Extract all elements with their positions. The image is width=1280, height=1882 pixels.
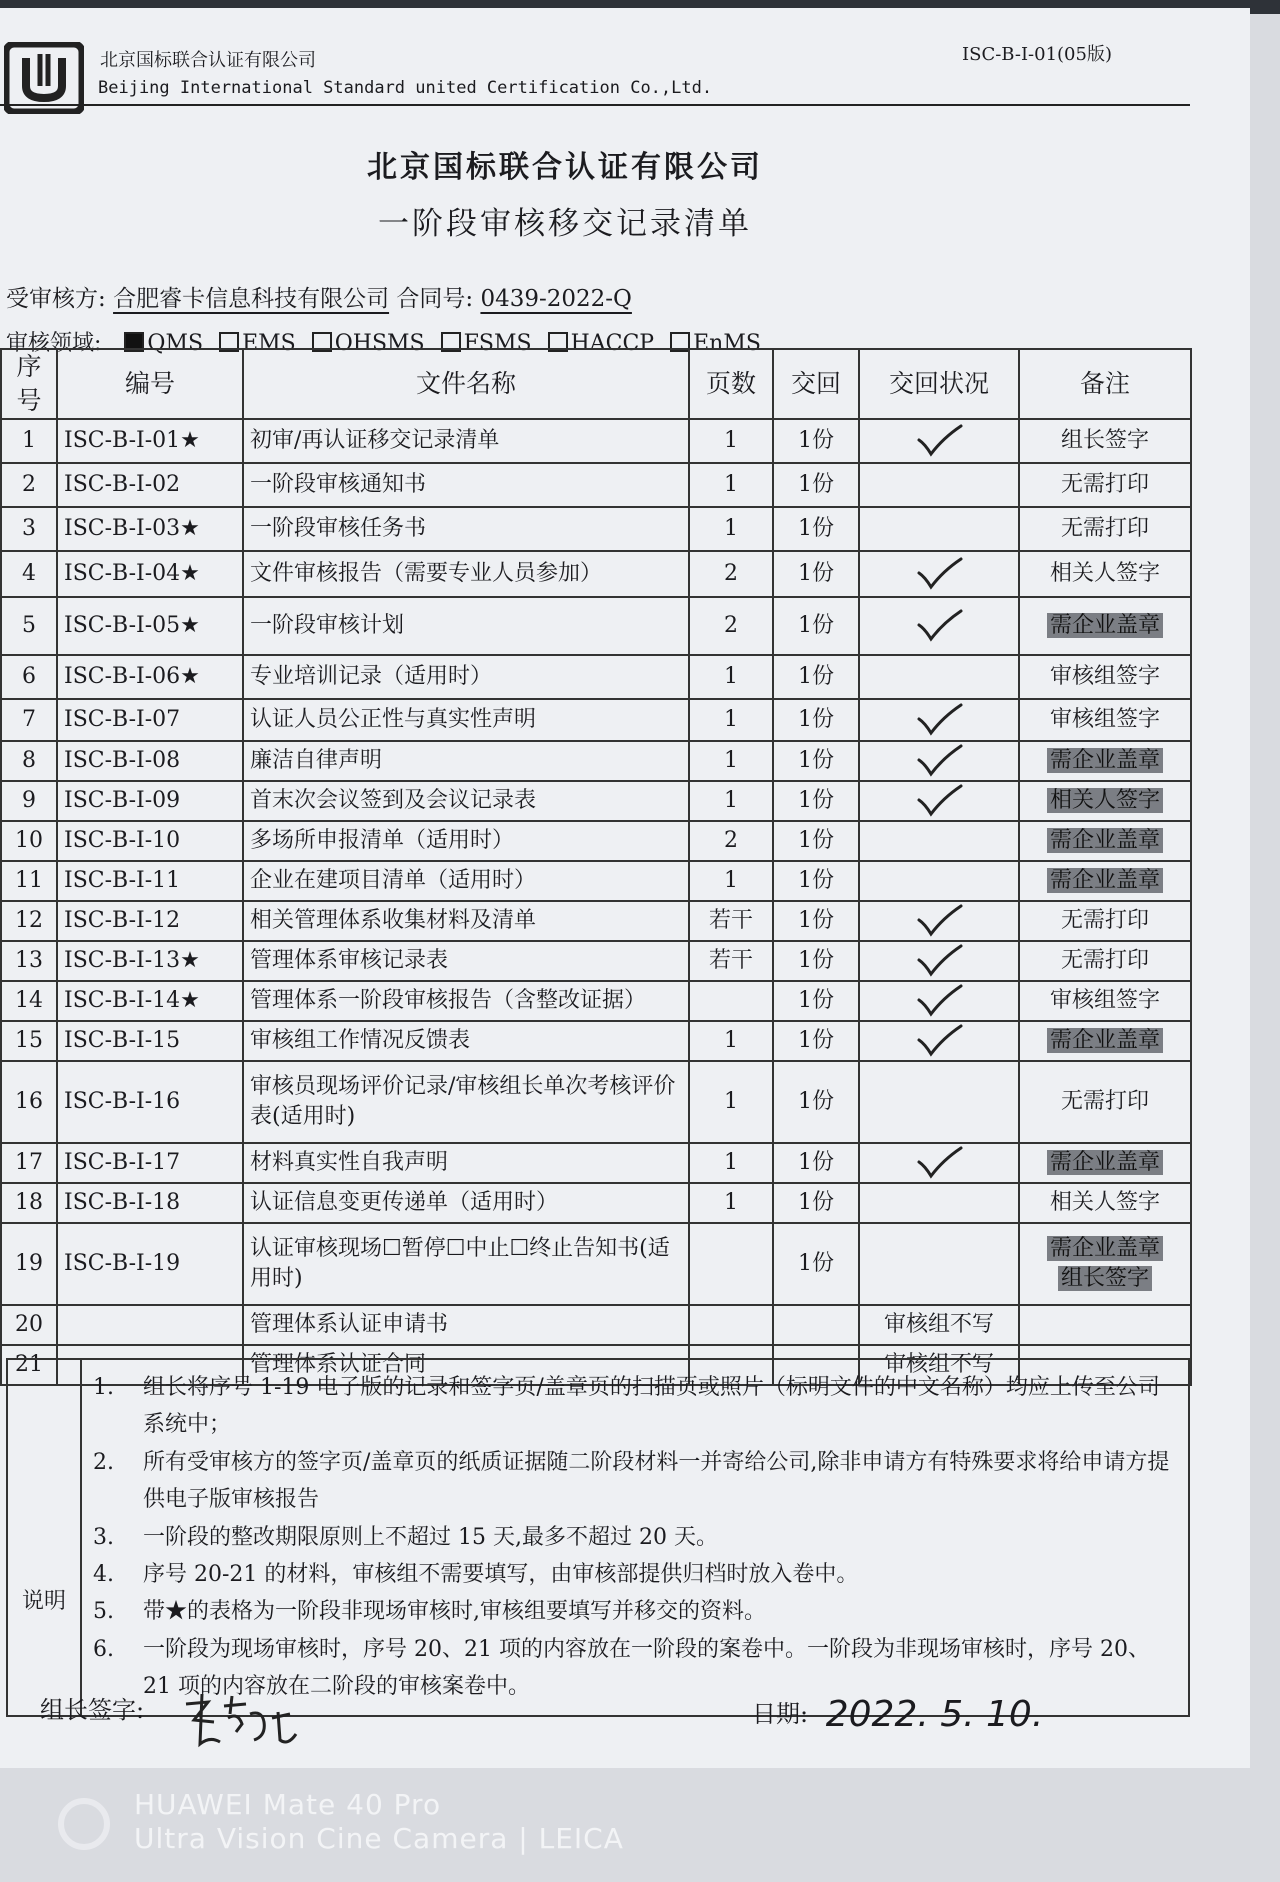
note-item	[93, 1444, 1177, 1519]
row-return-status	[859, 1183, 1019, 1223]
row-remark	[1019, 1305, 1191, 1345]
row-returned	[773, 1305, 859, 1345]
leader-sign-label: 组长签字:	[40, 1696, 145, 1724]
contract-label: 合同号:	[396, 286, 474, 312]
row-pages: 1	[689, 419, 773, 463]
header-remarks: 备注	[1019, 349, 1191, 419]
row-return-status	[859, 463, 1019, 507]
checkmark-icon	[909, 784, 969, 818]
table-header-row	[1, 349, 1191, 419]
row-filename: 审核员现场评价记录/审核组长单次考核评价表(适用时)	[243, 1061, 689, 1143]
notes-table	[6, 1358, 1190, 1717]
row-code: ISC-B-I-07	[57, 699, 243, 741]
row-remark	[1019, 463, 1191, 507]
row-returned: 1份	[773, 1183, 859, 1223]
date-field	[752, 1694, 1043, 1735]
row-seq: 17	[1, 1143, 57, 1183]
row-pages: 1	[689, 463, 773, 507]
remark-text: 无需打印	[1060, 1088, 1149, 1114]
row-filename: 管理体系审核记录表	[243, 941, 689, 981]
row-pages: 1	[689, 861, 773, 901]
remark-text: 相关人签字	[1049, 1189, 1160, 1215]
note-number: 1.	[93, 1375, 114, 1400]
row-returned: 1份	[773, 551, 859, 597]
remark-text: 相关人签字	[1049, 560, 1160, 586]
row-filename: 文件审核报告（需要专业人员参加）	[243, 551, 689, 597]
table-row	[1, 1305, 1191, 1345]
table-row	[1, 781, 1191, 821]
table-row	[1, 419, 1191, 463]
table-row	[1, 1061, 1191, 1143]
remark-text: 需企业盖章	[1047, 1150, 1163, 1175]
row-remark	[1019, 861, 1191, 901]
row-pages: 1	[689, 781, 773, 821]
remark-text: 需企业盖章	[1047, 828, 1163, 853]
row-pages: 2	[689, 551, 773, 597]
row-return-status	[859, 419, 1019, 463]
checkmark-icon	[909, 944, 969, 978]
handwritten-signature	[180, 1684, 300, 1754]
row-code: ISC-B-I-17	[57, 1143, 243, 1183]
row-seq: 3	[1, 507, 57, 551]
row-filename: 专业培训记录（适用时）	[243, 655, 689, 699]
domain-option-label: QMS	[147, 331, 204, 356]
notes-list	[83, 1361, 1187, 1714]
row-seq: 14	[1, 981, 57, 1021]
header-code: 编号	[57, 349, 243, 419]
remark-text: 需企业盖章	[1047, 1236, 1163, 1261]
row-pages: 1	[689, 507, 773, 551]
row-return-status	[859, 781, 1019, 821]
row-seq: 20	[1, 1305, 57, 1345]
row-return-status	[859, 901, 1019, 941]
row-pages: 1	[689, 1183, 773, 1223]
row-filename: 相关管理体系收集材料及清单	[243, 901, 689, 941]
row-pages	[689, 1305, 773, 1345]
table-row	[1, 507, 1191, 551]
row-pages: 1	[689, 699, 773, 741]
row-returned: 1份	[773, 507, 859, 551]
remark-text: 无需打印	[1060, 907, 1149, 933]
checkmark-icon	[909, 557, 969, 591]
checkmark-icon	[909, 904, 969, 938]
note-text: 一阶段的整改期限原则上不超过 15 天,最多不超过 20 天。	[143, 1524, 718, 1550]
remark-text: 审核组签字	[1049, 663, 1160, 689]
remark-text: 审核组签字	[1049, 987, 1160, 1013]
row-code: ISC-B-I-01★	[57, 419, 243, 463]
row-return-status	[859, 507, 1019, 551]
row-remark	[1019, 941, 1191, 981]
header-divider	[0, 104, 1190, 106]
row-return-status	[859, 741, 1019, 781]
date-value: 2022. 5. 10.	[825, 1694, 1044, 1735]
remark-text: 需企业盖章	[1047, 613, 1163, 638]
row-returned: 1份	[773, 1143, 859, 1183]
row-return-status	[859, 699, 1019, 741]
row-code: ISC-B-I-04★	[57, 551, 243, 597]
table-row	[1, 1183, 1191, 1223]
row-returned: 1份	[773, 741, 859, 781]
note-number: 3.	[93, 1524, 114, 1550]
row-code: ISC-B-I-18	[57, 1183, 243, 1223]
note-item	[93, 1519, 1177, 1556]
note-text: 所有受审核方的签字页/盖章页的纸质证据随二阶段材料一并寄给公司,除非申请方有特殊要求将给申请方提供电子版审核报告	[143, 1449, 1170, 1513]
remark-text: 相关人签字	[1047, 788, 1163, 813]
row-return-status	[859, 1305, 1019, 1345]
row-pages: 1	[689, 1143, 773, 1183]
row-filename: 认证信息变更传递单（适用时）	[243, 1183, 689, 1223]
title-company: 北京国标联合认证有限公司	[367, 150, 763, 185]
row-filename: 材料真实性自我声明	[243, 1143, 689, 1183]
row-remark	[1019, 1061, 1191, 1143]
header-returned: 交回	[773, 349, 859, 419]
company-name-cn: 北京国标联合认证有限公司	[100, 50, 316, 71]
row-code: ISC-B-I-10	[57, 821, 243, 861]
row-filename: 企业在建项目清单（适用时）	[243, 861, 689, 901]
row-filename: 一阶段审核通知书	[243, 463, 689, 507]
row-filename: 管理体系一阶段审核报告（含整改证据）	[243, 981, 689, 1021]
domain-option-label: EnMS	[693, 331, 761, 356]
row-seq: 13	[1, 941, 57, 981]
row-remark	[1019, 507, 1191, 551]
row-seq: 18	[1, 1183, 57, 1223]
checkmark-icon	[909, 703, 969, 737]
row-seq: 19	[1, 1223, 57, 1305]
row-returned: 1份	[773, 941, 859, 981]
status-text: 审核组不写	[883, 1311, 994, 1337]
row-returned: 1份	[773, 901, 859, 941]
checkmark-icon	[909, 1024, 969, 1058]
note-number: 4.	[93, 1561, 114, 1587]
auditee-name: 合肥睿卡信息科技有限公司	[113, 286, 390, 312]
row-return-status	[859, 941, 1019, 981]
remark-text: 需企业盖章	[1047, 1028, 1163, 1053]
row-remark	[1019, 699, 1191, 741]
row-code: ISC-B-I-16	[57, 1061, 243, 1143]
remark-text: 审核组签字	[1049, 706, 1160, 732]
watermark-device: HUAWEI Mate 40 Pro	[134, 1788, 442, 1821]
row-pages: 2	[689, 821, 773, 861]
row-pages	[689, 981, 773, 1021]
row-seq: 10	[1, 821, 57, 861]
note-text: 组长将序号 1-19 电子版的记录和签字页/盖章页的扫描页或照片（标明文件的中文名称）均应上传至公司系统中；	[143, 1375, 1160, 1438]
table-row	[1, 1143, 1191, 1183]
row-seq: 8	[1, 741, 57, 781]
note-text: 序号 20-21 的材料，审核组不需要填写，由审核部提供归档时放入卷中。	[143, 1561, 859, 1587]
row-return-status	[859, 551, 1019, 597]
row-code: ISC-B-I-02	[57, 463, 243, 507]
row-pages	[689, 1223, 773, 1305]
row-return-status	[859, 981, 1019, 1021]
table-row	[1, 821, 1191, 861]
row-seq: 9	[1, 781, 57, 821]
row-filename: 多场所申报清单（适用时）	[243, 821, 689, 861]
row-pages: 1	[689, 741, 773, 781]
remark-text: 需企业盖章	[1047, 748, 1163, 773]
row-returned: 1份	[773, 597, 859, 655]
row-returned: 1份	[773, 861, 859, 901]
table-row	[1, 699, 1191, 741]
checkmark-icon	[909, 609, 969, 643]
row-seq: 7	[1, 699, 57, 741]
row-seq: 1	[1, 419, 57, 463]
row-remark	[1019, 741, 1191, 781]
note-text: 带★的表格为一阶段非现场审核时,审核组要填写并移交的资料。	[143, 1599, 766, 1625]
checkmark-icon	[909, 424, 969, 458]
status-text: 审核组不写	[883, 1351, 994, 1377]
page-title: 一阶段审核移交记录清单	[378, 206, 752, 242]
row-filename: 首末次会议签到及会议记录表	[243, 781, 689, 821]
table-row	[1, 463, 1191, 507]
table-row	[1, 1021, 1191, 1061]
company-name-en: Beijing International Standard united Certification Co.,Ltd.	[98, 78, 713, 98]
row-return-status	[859, 1021, 1019, 1061]
row-remark	[1019, 419, 1191, 463]
remark-text: 组长签字	[1060, 427, 1149, 453]
row-remark	[1019, 781, 1191, 821]
row-code: ISC-B-I-15	[57, 1021, 243, 1061]
row-pages: 1	[689, 1061, 773, 1143]
remark-text: 无需打印	[1060, 515, 1149, 541]
checkmark-icon	[909, 984, 969, 1018]
row-code: ISC-B-I-08	[57, 741, 243, 781]
checkmark-icon	[909, 744, 969, 778]
header-pages: 页数	[689, 349, 773, 419]
remark-text: 需企业盖章	[1047, 868, 1163, 893]
row-return-status	[859, 821, 1019, 861]
row-returned: 1份	[773, 981, 859, 1021]
row-filename: 初审/再认证移交记录清单	[243, 419, 689, 463]
note-number: 5.	[93, 1599, 114, 1625]
row-code: ISC-B-I-03★	[57, 507, 243, 551]
checkmark-icon	[909, 1146, 969, 1180]
watermark-camera: Ultra Vision Cine Camera | LEICA	[134, 1822, 624, 1855]
note-item	[93, 1369, 1177, 1444]
row-return-status	[859, 655, 1019, 699]
remark-text: 无需打印	[1060, 471, 1149, 497]
row-seq: 5	[1, 597, 57, 655]
remark-text: 无需打印	[1060, 947, 1149, 973]
row-seq: 6	[1, 655, 57, 699]
note-number: 2.	[93, 1449, 114, 1475]
auditee-label: 受审核方:	[6, 286, 106, 312]
row-filename: 管理体系认证申请书	[243, 1305, 689, 1345]
row-pages: 1	[689, 655, 773, 699]
row-remark	[1019, 821, 1191, 861]
row-pages: 2	[689, 597, 773, 655]
header-seq: 序号	[1, 349, 57, 419]
row-filename: 认证人员公正性与真实性声明	[243, 699, 689, 741]
row-returned: 1份	[773, 1021, 859, 1061]
table-row	[1, 655, 1191, 699]
row-returned: 1份	[773, 463, 859, 507]
row-filename: 审核组工作情况反馈表	[243, 1021, 689, 1061]
header-return-status: 交回状况	[859, 349, 1019, 419]
row-returned: 1份	[773, 821, 859, 861]
note-item	[93, 1556, 1177, 1593]
notes-label: 说明	[7, 1359, 81, 1716]
auditee-line	[6, 280, 632, 313]
row-remark	[1019, 655, 1191, 699]
domain-option-label: FSMS	[463, 331, 532, 356]
row-seq: 11	[1, 861, 57, 901]
row-remark	[1019, 1183, 1191, 1223]
row-return-status	[859, 1061, 1019, 1143]
row-code: ISC-B-I-14★	[57, 981, 243, 1021]
row-returned: 1份	[773, 781, 859, 821]
remark-text-2: 组长签字	[1058, 1266, 1152, 1291]
row-seq: 21	[1, 1345, 57, 1385]
transfer-record-table	[0, 348, 1192, 1386]
note-number: 6.	[93, 1636, 114, 1662]
row-filename: 廉洁自律声明	[243, 741, 689, 781]
row-remark	[1019, 551, 1191, 597]
row-filename: 一阶段审核任务书	[243, 507, 689, 551]
row-filename: 一阶段审核计划	[243, 597, 689, 655]
table-row	[1, 597, 1191, 655]
row-filename: 管理体系认证合同	[243, 1345, 689, 1385]
row-pages: 1	[689, 1021, 773, 1061]
row-code: ISC-B-I-12	[57, 901, 243, 941]
row-remark	[1019, 901, 1191, 941]
row-seq: 12	[1, 901, 57, 941]
table-row	[1, 901, 1191, 941]
row-pages: 若干	[689, 901, 773, 941]
row-code: ISC-B-I-09	[57, 781, 243, 821]
camera-watermark-icon	[58, 1798, 110, 1850]
row-code: ISC-B-I-06★	[57, 655, 243, 699]
audit-domain-label: 审核领域:	[6, 331, 102, 356]
row-returned: 1份	[773, 699, 859, 741]
domain-option-label: EMS	[242, 331, 296, 356]
row-remark	[1019, 1143, 1191, 1183]
row-code	[57, 1305, 243, 1345]
row-code: ISC-B-I-11	[57, 861, 243, 901]
row-remark	[1019, 597, 1191, 655]
row-code: ISC-B-I-13★	[57, 941, 243, 981]
row-seq: 16	[1, 1061, 57, 1143]
row-return-status	[859, 1143, 1019, 1183]
table-row	[1, 861, 1191, 901]
row-remark	[1019, 1021, 1191, 1061]
row-code: ISC-B-I-05★	[57, 597, 243, 655]
date-label: 日期:	[752, 1700, 809, 1728]
table-row	[1, 551, 1191, 597]
header-filename: 文件名称	[243, 349, 689, 419]
row-returned: 1份	[773, 419, 859, 463]
row-returned: 1份	[773, 1223, 859, 1305]
contract-number: 0439-2022-Q	[480, 286, 632, 312]
row-code: ISC-B-I-19	[57, 1223, 243, 1305]
domain-option-label: OHSMS	[334, 331, 425, 356]
row-remark	[1019, 981, 1191, 1021]
row-seq: 4	[1, 551, 57, 597]
row-return-status	[859, 1223, 1019, 1305]
table-row	[1, 1223, 1191, 1305]
note-item	[93, 1593, 1177, 1630]
table-row	[1, 981, 1191, 1021]
row-pages: 若干	[689, 941, 773, 981]
table-row	[1, 741, 1191, 781]
note-text: 一阶段为现场审核时，序号 20、21 项的内容放在一阶段的案卷中。一阶段为非现场审核时，序号 20、21 项的内容放在二阶段的审核案卷中。	[143, 1636, 1150, 1700]
row-return-status	[859, 861, 1019, 901]
row-returned: 1份	[773, 655, 859, 699]
document-number: ISC-B-I-01(05版)	[962, 44, 1112, 65]
row-seq: 2	[1, 463, 57, 507]
table-row	[1, 941, 1191, 981]
row-returned: 1份	[773, 1061, 859, 1143]
domain-option-label: HACCP	[570, 331, 655, 356]
row-seq: 15	[1, 1021, 57, 1061]
row-return-status	[859, 597, 1019, 655]
row-filename: 认证审核现场☐暂停☐中止☐终止告知书(适用时)	[243, 1223, 689, 1305]
row-remark	[1019, 1223, 1191, 1305]
